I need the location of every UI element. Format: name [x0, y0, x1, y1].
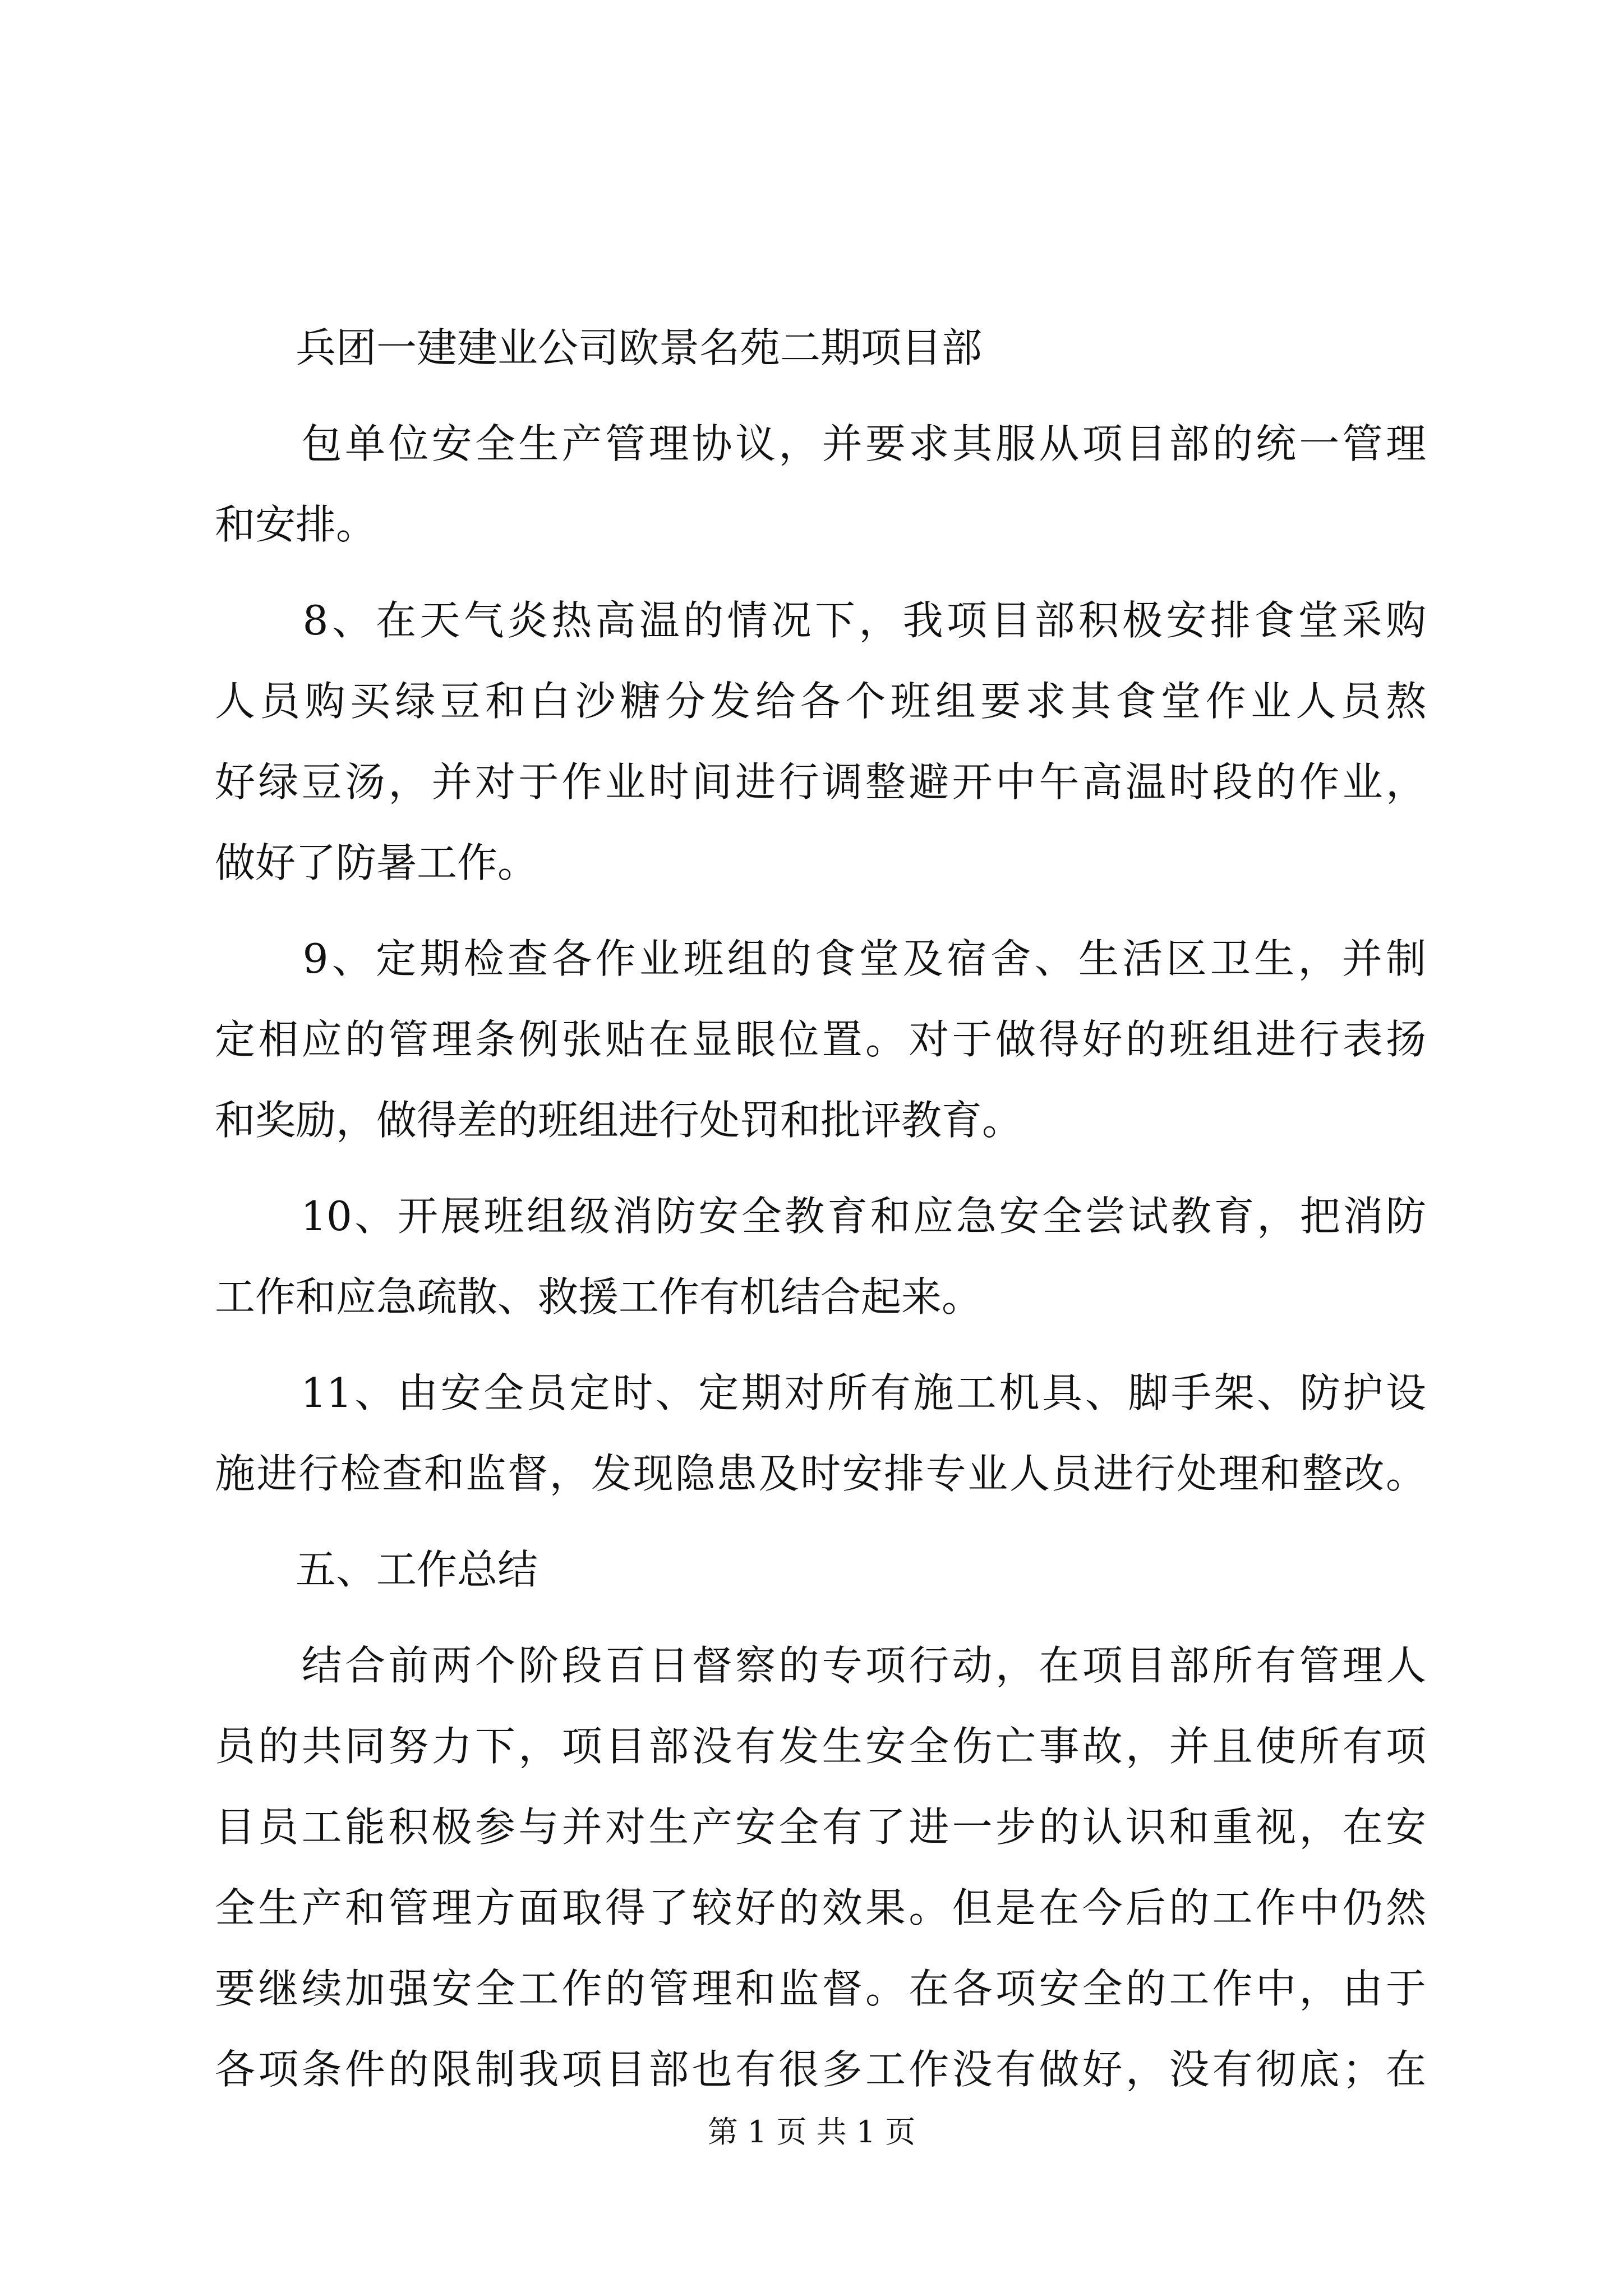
text-line: 结合前两个阶段百日督察的专项行动，在项目部所有管理人 — [215, 1642, 1426, 1689]
paragraph — [215, 1625, 1426, 2110]
text-line: 兵团一建建业公司欧景名苑二期项目部 — [215, 324, 983, 371]
paragraph — [215, 307, 1426, 388]
text-line: 定相应的管理条例张贴在显眼位置。对于做得好的班组进行表扬 — [215, 1016, 1426, 1063]
paragraph — [215, 1529, 1426, 1610]
document-body — [215, 307, 1426, 2110]
text-line: 和奖励，做得差的班组进行处罚和批评教育。 — [215, 1097, 1023, 1144]
text-line: 全生产和管理方面取得了较好的效果。但是在今后的工作中仍然 — [215, 1884, 1426, 1931]
paragraph — [215, 580, 1426, 903]
text-line: 好绿豆汤，并对于作业时间进行调整避开中午高温时段的作业， — [215, 758, 1426, 806]
paragraph — [215, 1352, 1426, 1514]
text-line: 8、在天气炎热高温的情况下，我项目部积极安排食堂采购 — [215, 597, 1426, 644]
text-line: 11、由安全员定时、定期对所有施工机具、脚手架、防护设 — [215, 1369, 1426, 1416]
paragraph — [215, 403, 1426, 565]
text-line: 9、定期检查各作业班组的食堂及宿舍、生活区卫生，并制 — [215, 935, 1426, 982]
text-line: 各项条件的限制我项目部也有很多工作没有做好，没有彻底；在 — [215, 2046, 1426, 2093]
paragraph — [215, 918, 1426, 1161]
text-line: 做好了防暑工作。 — [215, 839, 538, 886]
page-footer: 第 1 页 共 1 页 — [707, 2114, 916, 2150]
text-line: 五、工作总结 — [215, 1546, 538, 1593]
text-line: 10、开展班组级消防安全教育和应急安全尝试教育，把消防 — [215, 1193, 1426, 1240]
text-line: 施进行检查和监督，发现隐患及时安排专业人员进行处理和整改。 — [215, 1450, 1426, 1497]
text-line: 员的共同努力下，项目部没有发生安全伤亡事故，并且使所有项 — [215, 1723, 1426, 1770]
text-line: 要继续加强安全工作的管理和监督。在各项安全的工作中，由于 — [215, 1965, 1426, 2012]
text-line: 工作和应急疏散、救援工作有机结合起来。 — [215, 1273, 983, 1320]
text-line: 包单位安全生产管理协议，并要求其服从项目部的统一管理 — [215, 420, 1426, 467]
text-line: 目员工能积极参与并对生产安全有了进一步的认识和重视，在安 — [215, 1803, 1426, 1851]
text-line: 和安排。 — [215, 501, 377, 548]
text-line: 人员购买绿豆和白沙糖分发给各个班组要求其食堂作业人员熬 — [215, 678, 1426, 725]
paragraph — [215, 1176, 1426, 1337]
